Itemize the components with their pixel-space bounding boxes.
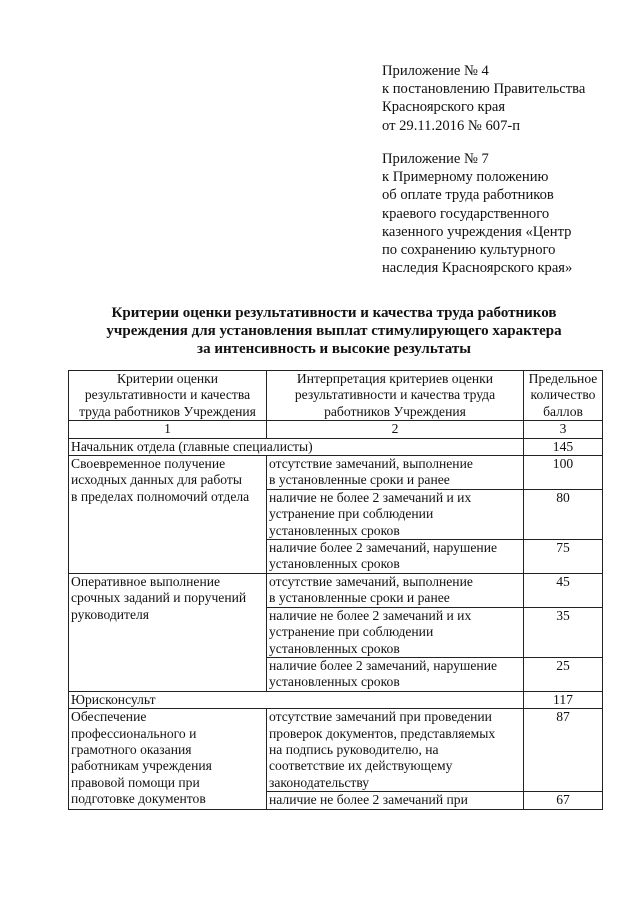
- criterion-points: 87: [524, 709, 603, 792]
- criterion-points: 100: [524, 456, 603, 490]
- section-name: Начальник отдела (главные специалисты): [69, 438, 524, 455]
- column-number: 3: [524, 421, 603, 438]
- section-name: Юрисконсульт: [69, 691, 524, 708]
- appendix-4-block: [382, 62, 585, 135]
- appendix-line: казенного учреждения «Центр: [382, 223, 572, 240]
- column-number-row: [69, 421, 603, 438]
- criterion-points: 35: [524, 607, 603, 657]
- criterion-points: 45: [524, 573, 603, 607]
- appendix-line: по сохранению культурного: [382, 242, 556, 259]
- section-total: 117: [524, 691, 603, 708]
- criterion-name: Оперативное выполнение срочных заданий и поручений руководителя: [69, 573, 267, 691]
- header-interpretation: Интерпретация критериев оценки результативности и качества труда работников Учреждения: [267, 371, 524, 421]
- column-number: 1: [69, 421, 267, 438]
- appendix-line: от 29.11.2016 № 607-п: [382, 117, 521, 134]
- criterion-interpretation: наличие более 2 замечаний, нарушение установленных сроков: [267, 540, 524, 574]
- table-row: [69, 573, 603, 607]
- table-row: [69, 709, 603, 792]
- section-row: [69, 438, 603, 455]
- header-max-points: Предельное количество баллов: [524, 371, 603, 421]
- criterion-interpretation: наличие не более 2 замечаний и их устранение при соблюдении установленных сроков: [267, 607, 524, 657]
- appendix-line: Красноярского края: [382, 99, 506, 116]
- criterion-interpretation: наличие более 2 замечаний, нарушение установленных сроков: [267, 657, 524, 691]
- table-row: [69, 456, 603, 490]
- criterion-interpretation: наличие не более 2 замечаний при: [267, 792, 524, 809]
- appendix-7-block: [382, 150, 572, 277]
- title-line: учреждения для установления выплат стимулирующего характера: [106, 323, 562, 339]
- header-criteria: Критерии оценки результативности и качества труда работников Учреждения: [69, 371, 267, 421]
- appendix-line: краевого государственного: [382, 205, 550, 222]
- section-total: 145: [524, 438, 603, 455]
- criterion-name: Своевременное получение исходных данных для работы в пределах полномочий отдела: [69, 456, 267, 574]
- appendix-line: об оплате труда работников: [382, 187, 554, 204]
- title-line: за интенсивность и высокие результаты: [197, 341, 471, 357]
- section-row: [69, 691, 603, 708]
- appendix-line: к Примерному положению: [382, 169, 549, 186]
- criterion-interpretation: отсутствие замечаний при проведении проверок документов, представляемых на подпись руководителю, на соответствие их действующему законодательству: [267, 709, 524, 792]
- title-line: Критерии оценки результативности и качества труда работников: [111, 305, 557, 321]
- criterion-name: Обеспечение профессионального и грамотного оказания работникам учреждения правовой помощи при подготовке документов: [69, 709, 267, 809]
- criterion-interpretation: наличие не более 2 замечаний и их устранение при соблюдении установленных сроков: [267, 489, 524, 539]
- appendix-line: Приложение № 7: [382, 151, 489, 167]
- appendix-line: Приложение № 4: [382, 63, 489, 79]
- appendix-line: наследия Красноярского края»: [382, 260, 573, 277]
- appendix-line: к постановлению Правительства: [382, 81, 586, 98]
- document-title: [70, 304, 598, 358]
- criterion-points: 67: [524, 792, 603, 809]
- criterion-interpretation: отсутствие замечаний, выполнение в установленные сроки и ранее: [267, 573, 524, 607]
- column-number: 2: [267, 421, 524, 438]
- criterion-points: 80: [524, 489, 603, 539]
- criterion-points: 75: [524, 540, 603, 574]
- criteria-table: [68, 370, 603, 810]
- criterion-points: 25: [524, 657, 603, 691]
- criterion-interpretation: отсутствие замечаний, выполнение в установленные сроки и ранее: [267, 456, 524, 490]
- table-header-row: [69, 371, 603, 421]
